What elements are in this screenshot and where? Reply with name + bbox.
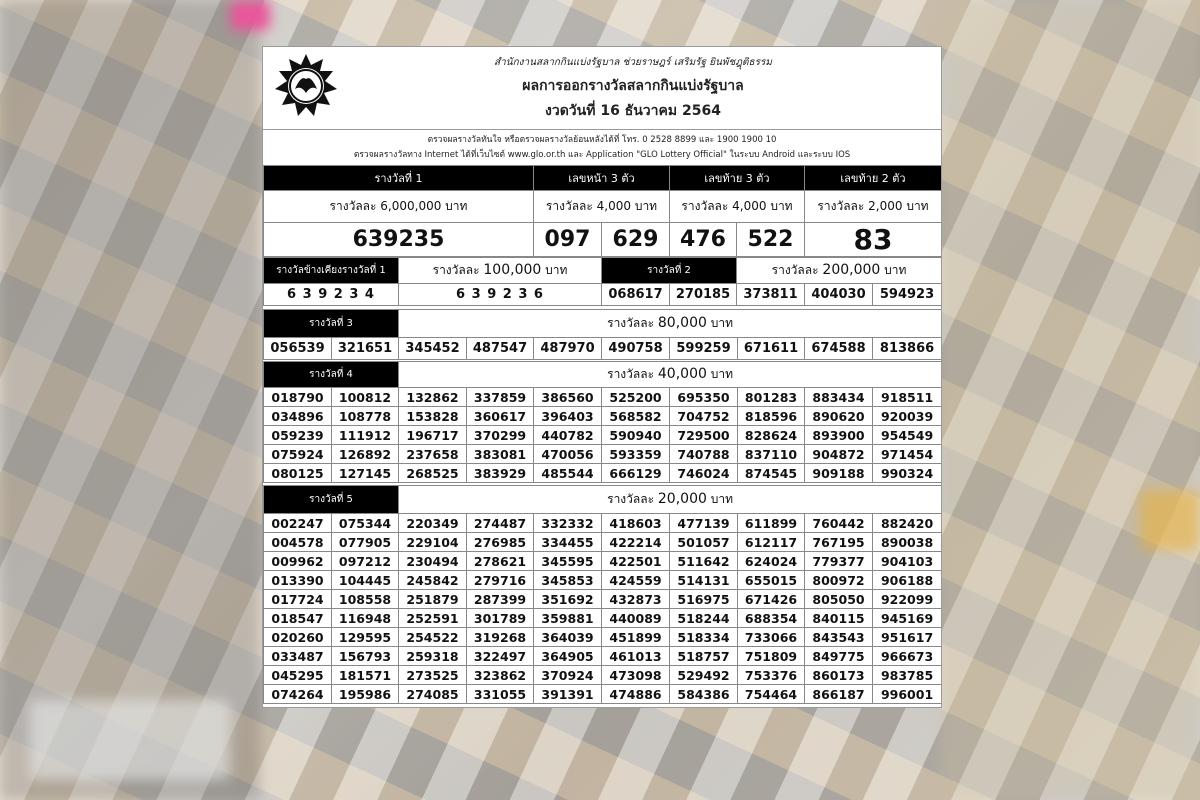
prize5-number: 004578 bbox=[264, 533, 332, 552]
near-amount: รางวัลละ 100,000 บาท bbox=[399, 258, 602, 284]
prize3-number: 487970 bbox=[534, 338, 602, 360]
info-block bbox=[263, 129, 941, 166]
prize5-number: 688354 bbox=[738, 609, 805, 628]
prize4-number: 386560 bbox=[534, 388, 602, 407]
prize5-row bbox=[264, 685, 942, 704]
near-number-2: 6 3 9 2 3 6 bbox=[399, 284, 602, 306]
agency-slogan: สำนักงานสลากกินแบ่งรัฐบาล ช่วยราษฎร์ เสริมรัฐ ยินพัชฎุติธรรม bbox=[494, 57, 772, 68]
prize4-number: 370299 bbox=[467, 426, 534, 445]
prize4-row bbox=[264, 445, 942, 464]
prize2-number: 373811 bbox=[737, 284, 805, 306]
prize4-number: 100812 bbox=[332, 388, 399, 407]
prize5-number: 331055 bbox=[467, 685, 534, 704]
prize4-row bbox=[264, 426, 942, 445]
prize5-number: 805050 bbox=[805, 590, 873, 609]
info-line-phone: ตรวจผลรางวัลทันใจ หรือตรวจผลรางวัลย้อนหลังได้ที่ โทร. 0 2528 8899 และ 1900 1900 10 bbox=[427, 135, 777, 145]
prize4-number: 383081 bbox=[467, 445, 534, 464]
prize5-number: 451899 bbox=[602, 628, 670, 647]
prize4-number: 990324 bbox=[873, 464, 942, 483]
glo-seal-logo bbox=[273, 53, 339, 119]
prize5-number: 422214 bbox=[602, 533, 670, 552]
prize5-number: 252591 bbox=[399, 609, 467, 628]
prize4-table bbox=[263, 361, 942, 483]
prize5-number: 518244 bbox=[670, 609, 738, 628]
prize5-number: 009962 bbox=[264, 552, 332, 571]
prize5-number: 345595 bbox=[534, 552, 602, 571]
prize5-number: 882420 bbox=[873, 514, 942, 533]
prize5-number: 754464 bbox=[738, 685, 805, 704]
prize3-number: 321651 bbox=[332, 338, 399, 360]
prize5-number: 516975 bbox=[670, 590, 738, 609]
prize4-number: 593359 bbox=[602, 445, 670, 464]
prize5-number: 278621 bbox=[467, 552, 534, 571]
prize5-number: 849775 bbox=[805, 647, 873, 666]
prize4-number: 904872 bbox=[805, 445, 873, 464]
prize5-number: 922099 bbox=[873, 590, 942, 609]
prize5-number: 104445 bbox=[332, 571, 399, 590]
prize4-number: 059239 bbox=[264, 426, 332, 445]
prize5-number: 323862 bbox=[467, 666, 534, 685]
prize5-number: 751809 bbox=[738, 647, 805, 666]
prize5-number: 983785 bbox=[873, 666, 942, 685]
prize4-number: 746024 bbox=[670, 464, 738, 483]
prize4-number: 196717 bbox=[399, 426, 467, 445]
prize5-number: 671426 bbox=[738, 590, 805, 609]
prize1-label: รางวัลที่ 1 bbox=[264, 166, 534, 191]
back3-number-1: 476 bbox=[670, 223, 737, 257]
prize5-number: 129595 bbox=[332, 628, 399, 647]
prize4-number: 153828 bbox=[399, 407, 467, 426]
prize5-number: 422501 bbox=[602, 552, 670, 571]
prize4-number: 268525 bbox=[399, 464, 467, 483]
prize5-number: 418603 bbox=[602, 514, 670, 533]
prize4-number: 954549 bbox=[873, 426, 942, 445]
near-label: รางวัลข้างเคียงรางวัลที่ 1 bbox=[264, 258, 399, 284]
back3-number-2: 522 bbox=[737, 223, 805, 257]
prize5-number: 424559 bbox=[602, 571, 670, 590]
prize4-number: 111912 bbox=[332, 426, 399, 445]
prize5-row bbox=[264, 647, 942, 666]
prize5-number: 945169 bbox=[873, 609, 942, 628]
prize4-number: 909188 bbox=[805, 464, 873, 483]
prize4-number: 918511 bbox=[873, 388, 942, 407]
prize5-number: 800972 bbox=[805, 571, 873, 590]
prize5-number: 351692 bbox=[534, 590, 602, 609]
prize5-number: 345853 bbox=[534, 571, 602, 590]
prize4-row bbox=[264, 388, 942, 407]
draw-date: งวดวันที่ 16 ธันวาคม 2564 bbox=[545, 103, 721, 119]
prize5-row bbox=[264, 552, 942, 571]
prize5-number: 274085 bbox=[399, 685, 467, 704]
prize5-number: 624024 bbox=[738, 552, 805, 571]
prize2-number: 594923 bbox=[873, 284, 942, 306]
prize5-number: 996001 bbox=[873, 685, 942, 704]
prize4-number: 801283 bbox=[738, 388, 805, 407]
prize5-number: 334455 bbox=[534, 533, 602, 552]
prize5-number: 259318 bbox=[399, 647, 467, 666]
prize4-number: 470056 bbox=[534, 445, 602, 464]
prize5-number: 511642 bbox=[670, 552, 738, 571]
prize4-number: 396403 bbox=[534, 407, 602, 426]
prize5-number: 391391 bbox=[534, 685, 602, 704]
prize4-number: 440782 bbox=[534, 426, 602, 445]
prize5-number: 018547 bbox=[264, 609, 332, 628]
front3-number-1: 097 bbox=[534, 223, 602, 257]
prize5-number: 245842 bbox=[399, 571, 467, 590]
prize4-number: 818596 bbox=[738, 407, 805, 426]
prize5-row bbox=[264, 609, 942, 628]
prize3-label: รางวัลที่ 3 bbox=[264, 310, 399, 338]
prize5-number: 904103 bbox=[873, 552, 942, 571]
prize5-number: 279716 bbox=[467, 571, 534, 590]
prize4-number: 337859 bbox=[467, 388, 534, 407]
prize3-number: 671611 bbox=[738, 338, 805, 360]
prize5-number: 195986 bbox=[332, 685, 399, 704]
prize2-number: 404030 bbox=[805, 284, 873, 306]
prize4-number: 127145 bbox=[332, 464, 399, 483]
prize5-number: 860173 bbox=[805, 666, 873, 685]
prize5-number: 322497 bbox=[467, 647, 534, 666]
prize5-number: 020260 bbox=[264, 628, 332, 647]
prize4-number: 695350 bbox=[670, 388, 738, 407]
prize5-number: 611899 bbox=[738, 514, 805, 533]
prize3-number: 056539 bbox=[264, 338, 332, 360]
prize4-amount: รางวัลละ 40,000 บาท bbox=[399, 362, 942, 388]
prize3-table bbox=[263, 309, 942, 360]
prize4-number: 018790 bbox=[264, 388, 332, 407]
prize5-number: 432873 bbox=[602, 590, 670, 609]
prize2-number: 270185 bbox=[670, 284, 737, 306]
prize5-number: 584386 bbox=[670, 685, 738, 704]
prize5-number: 843543 bbox=[805, 628, 873, 647]
prize5-number: 767195 bbox=[805, 533, 873, 552]
prize3-number: 490758 bbox=[602, 338, 670, 360]
prize5-row bbox=[264, 514, 942, 533]
prize5-number: 230494 bbox=[399, 552, 467, 571]
prize5-number: 518334 bbox=[670, 628, 738, 647]
prize5-number: 273525 bbox=[399, 666, 467, 685]
prize5-number: 220349 bbox=[399, 514, 467, 533]
prize5-number: 033487 bbox=[264, 647, 332, 666]
prize5-number: 866187 bbox=[805, 685, 873, 704]
prize5-number: 514131 bbox=[670, 571, 738, 590]
prize5-row bbox=[264, 628, 942, 647]
prize5-number: 612117 bbox=[738, 533, 805, 552]
prize5-number: 760442 bbox=[805, 514, 873, 533]
prize1-number: 639235 bbox=[264, 223, 534, 257]
prize4-number: 837110 bbox=[738, 445, 805, 464]
prize4-number: 874545 bbox=[738, 464, 805, 483]
prize4-number: 890620 bbox=[805, 407, 873, 426]
prize5-number: 966673 bbox=[873, 647, 942, 666]
prize5-number: 529492 bbox=[670, 666, 738, 685]
prize5-number: 364905 bbox=[534, 647, 602, 666]
prize5-number: 229104 bbox=[399, 533, 467, 552]
prize4-number: 525200 bbox=[602, 388, 670, 407]
prize5-number: 906188 bbox=[873, 571, 942, 590]
prize5-number: 097212 bbox=[332, 552, 399, 571]
prize5-number: 951617 bbox=[873, 628, 942, 647]
prize5-number: 075344 bbox=[332, 514, 399, 533]
prize4-number: 080125 bbox=[264, 464, 332, 483]
prize2-label: รางวัลที่ 2 bbox=[602, 258, 737, 284]
prize5-number: 017724 bbox=[264, 590, 332, 609]
prize5-number: 461013 bbox=[602, 647, 670, 666]
prize4-number: 108778 bbox=[332, 407, 399, 426]
back2-number: 83 bbox=[805, 223, 942, 257]
prize4-number: 971454 bbox=[873, 445, 942, 464]
prize5-number: 753376 bbox=[738, 666, 805, 685]
prize5-number: 655015 bbox=[738, 571, 805, 590]
prize4-number: 360617 bbox=[467, 407, 534, 426]
near-number-1: 6 3 9 2 3 4 bbox=[264, 284, 399, 306]
top-prizes-table bbox=[263, 165, 942, 257]
prize5-number: 440089 bbox=[602, 609, 670, 628]
prize4-row bbox=[264, 464, 942, 483]
prize4-number: 132862 bbox=[399, 388, 467, 407]
prize3-number: 487547 bbox=[467, 338, 534, 360]
prize5-number: 116948 bbox=[332, 609, 399, 628]
near-prize2-table bbox=[263, 257, 942, 306]
prize3-number: 599259 bbox=[670, 338, 738, 360]
prize5-number: 301789 bbox=[467, 609, 534, 628]
back2-label: เลขท้าย 2 ตัว bbox=[805, 166, 942, 191]
back2-amount: รางวัลละ 2,000 บาท bbox=[805, 191, 942, 223]
prize5-number: 477139 bbox=[670, 514, 738, 533]
back3-label: เลขท้าย 3 ตัว bbox=[670, 166, 805, 191]
prize5-row bbox=[264, 666, 942, 685]
prize4-number: 568582 bbox=[602, 407, 670, 426]
prize4-number: 383929 bbox=[467, 464, 534, 483]
prize5-number: 074264 bbox=[264, 685, 332, 704]
prize4-number: 034896 bbox=[264, 407, 332, 426]
prize5-row bbox=[264, 590, 942, 609]
prize5-number: 474886 bbox=[602, 685, 670, 704]
prize5-number: 013390 bbox=[264, 571, 332, 590]
prize4-number: 237658 bbox=[399, 445, 467, 464]
prize4-number: 893900 bbox=[805, 426, 873, 445]
sheet-header bbox=[263, 47, 941, 127]
prize5-label: รางวัลที่ 5 bbox=[264, 486, 399, 514]
prize4-number: 828624 bbox=[738, 426, 805, 445]
prize4-number: 920039 bbox=[873, 407, 942, 426]
info-line-web: ตรวจผลรางวัลทาง Internet ได้ที่เว็บไซต์ www.glo.or.th และ Application "GLO Lottery Official" ในระบบ Android และระบบ IOS bbox=[353, 150, 851, 160]
prize5-number: 779377 bbox=[805, 552, 873, 571]
prize4-number: 704752 bbox=[670, 407, 738, 426]
prize5-number: 276985 bbox=[467, 533, 534, 552]
prize3-number: 813866 bbox=[873, 338, 942, 360]
prize5-number: 287399 bbox=[467, 590, 534, 609]
prize5-number: 254522 bbox=[399, 628, 467, 647]
prize5-number: 733066 bbox=[738, 628, 805, 647]
back3-amount: รางวัลละ 4,000 บาท bbox=[670, 191, 805, 223]
prize5-number: 890038 bbox=[873, 533, 942, 552]
prize5-number: 156793 bbox=[332, 647, 399, 666]
prize4-row bbox=[264, 407, 942, 426]
prize5-number: 370924 bbox=[534, 666, 602, 685]
prize5-amount: รางวัลละ 20,000 บาท bbox=[399, 486, 942, 514]
prize5-number: 359881 bbox=[534, 609, 602, 628]
prize5-number: 181571 bbox=[332, 666, 399, 685]
prize5-number: 501057 bbox=[670, 533, 738, 552]
prize5-number: 473098 bbox=[602, 666, 670, 685]
prize5-row bbox=[264, 571, 942, 590]
prize5-number: 274487 bbox=[467, 514, 534, 533]
prize5-number: 077905 bbox=[332, 533, 399, 552]
front3-number-2: 629 bbox=[602, 223, 670, 257]
prize5-number: 002247 bbox=[264, 514, 332, 533]
prize2-number: 068617 bbox=[602, 284, 670, 306]
prize5-number: 319268 bbox=[467, 628, 534, 647]
prize4-number: 666129 bbox=[602, 464, 670, 483]
front3-label: เลขหน้า 3 ตัว bbox=[534, 166, 670, 191]
prize4-number: 740788 bbox=[670, 445, 738, 464]
prize4-number: 729500 bbox=[670, 426, 738, 445]
sheet-title: ผลการออกรางวัลสลากกินแบ่งรัฐบาล bbox=[522, 78, 744, 94]
prize4-label: รางวัลที่ 4 bbox=[264, 362, 399, 388]
prize3-number: 674588 bbox=[805, 338, 873, 360]
prize5-number: 518757 bbox=[670, 647, 738, 666]
prize4-number: 590940 bbox=[602, 426, 670, 445]
prize5-number: 045295 bbox=[264, 666, 332, 685]
prize3-amount: รางวัลละ 80,000 บาท bbox=[399, 310, 942, 338]
prize5-table bbox=[263, 485, 942, 704]
prize5-number: 840115 bbox=[805, 609, 873, 628]
lottery-result-sheet bbox=[262, 46, 942, 708]
prize5-number: 251879 bbox=[399, 590, 467, 609]
prize4-number: 126892 bbox=[332, 445, 399, 464]
prize5-number: 108558 bbox=[332, 590, 399, 609]
prize3-number: 345452 bbox=[399, 338, 467, 360]
prize4-number: 485544 bbox=[534, 464, 602, 483]
prize5-row bbox=[264, 533, 942, 552]
prize4-number: 883434 bbox=[805, 388, 873, 407]
prize4-number: 075924 bbox=[264, 445, 332, 464]
front3-amount: รางวัลละ 4,000 บาท bbox=[534, 191, 670, 223]
prize1-amount: รางวัลละ 6,000,000 บาท bbox=[264, 191, 534, 223]
prize5-number: 332332 bbox=[534, 514, 602, 533]
prize2-amount: รางวัลละ 200,000 บาท bbox=[737, 258, 942, 284]
prize5-number: 364039 bbox=[534, 628, 602, 647]
